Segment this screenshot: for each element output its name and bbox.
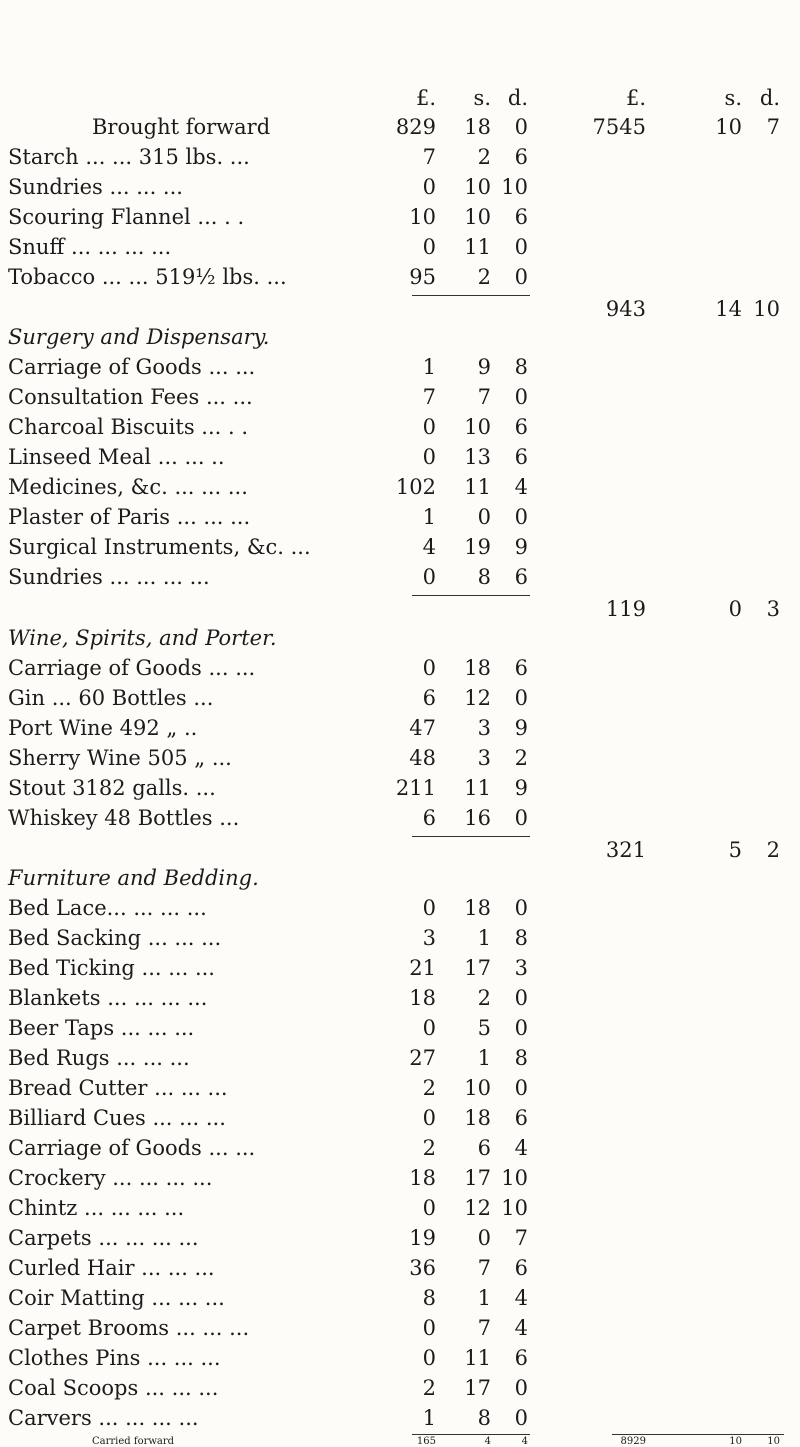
amount-pounds: 0	[422, 1196, 436, 1220]
ledger-item	[0, 1134, 800, 1162]
item-label: Clothes Pins ... ... ...	[8, 1346, 221, 1370]
amount-pence: 10	[501, 1166, 528, 1190]
amount-shillings: 3	[477, 716, 491, 740]
amount-pence: 0	[514, 235, 528, 259]
amount-pounds: 0	[422, 565, 436, 589]
amount-pence: 10	[501, 1196, 528, 1220]
item-label: Bed Sacking ... ... ...	[8, 926, 222, 950]
ledger-item	[0, 684, 800, 712]
item-label: Stout 3182 galls. ...	[8, 776, 216, 800]
ledger-item	[0, 894, 800, 922]
amount-shillings: 2	[477, 986, 491, 1010]
amount-pence: 4	[521, 1436, 528, 1447]
amount-pounds: 18	[409, 1166, 436, 1190]
item-label: Coal Scoops ... ... ...	[8, 1376, 219, 1400]
amount-pounds: 0	[422, 896, 436, 920]
carried-forward-row	[0, 1436, 800, 1447]
amount-pence: 0	[514, 115, 528, 139]
amount-pounds: 7	[422, 145, 436, 169]
amount-shillings: 8	[477, 1406, 491, 1430]
amount-pence: 6	[514, 1346, 528, 1370]
amount-pence: 6	[514, 1106, 528, 1130]
amount-pounds: 2	[422, 1376, 436, 1400]
carried-forward-total-rule	[612, 1434, 784, 1435]
total-shillings: 5	[728, 838, 742, 862]
item-label: Carriage of Goods ... ...	[8, 355, 256, 379]
amount-shillings: 18	[464, 656, 491, 680]
item-label: Chintz ... ... ... ...	[8, 1196, 185, 1220]
item-label: Snuff ... ... ... ...	[8, 235, 172, 259]
amount-shillings: 1	[477, 1046, 491, 1070]
section-heading-surgery	[0, 323, 800, 351]
item-label: Carriage of Goods ... ...	[8, 1136, 256, 1160]
total-pounds: 943	[605, 297, 646, 321]
amount-pence: 6	[514, 565, 528, 589]
amount-pence: 0	[514, 1016, 528, 1040]
amount-shillings: 17	[464, 956, 491, 980]
total-pounds: 119	[605, 597, 646, 621]
amount-pence: 0	[514, 1076, 528, 1100]
item-label: Blankets ... ... ... ...	[8, 986, 208, 1010]
ledger-item	[0, 774, 800, 802]
amount-shillings: 1	[477, 1286, 491, 1310]
ledger-item	[0, 924, 800, 952]
item-label: Sherry Wine 505 „ ...	[8, 746, 232, 770]
amount-pounds: 1	[422, 355, 436, 379]
amount-pounds: 829	[395, 115, 436, 139]
ledger-item-starch	[0, 143, 800, 171]
amount-shillings: 13	[464, 445, 491, 469]
amount-pence: 2	[514, 746, 528, 770]
amount-pounds: 21	[409, 956, 436, 980]
amount-pence: 3	[514, 956, 528, 980]
amount-pence: 6	[514, 145, 528, 169]
amount-pounds: 0	[422, 175, 436, 199]
amount-shillings: 2	[477, 265, 491, 289]
amount-pounds: 0	[422, 415, 436, 439]
ledger-item	[0, 1014, 800, 1042]
amount-pounds: 0	[422, 656, 436, 680]
amount-pence: 8	[514, 355, 528, 379]
amount-pence: 8	[514, 926, 528, 950]
amount-shillings: 10	[464, 415, 491, 439]
ledger-item	[0, 1044, 800, 1072]
amount-shillings: 12	[464, 686, 491, 710]
ledger-item	[0, 1194, 800, 1222]
amount-pounds: 0	[422, 1316, 436, 1340]
amount-pounds: 0	[422, 445, 436, 469]
ledger-item	[0, 714, 800, 742]
ledger-item	[0, 1404, 800, 1432]
amount-shillings: 10	[464, 1076, 491, 1100]
total-pounds-header: £.	[625, 86, 646, 110]
amount-shillings: 4	[484, 1436, 491, 1447]
group-total-row	[0, 836, 800, 864]
item-label: Coir Matting ... ... ...	[8, 1286, 225, 1310]
amount-pence: 6	[514, 656, 528, 680]
amount-pounds: 48	[409, 746, 436, 770]
amount-pence: 8	[514, 1046, 528, 1070]
amount-shillings: 7	[477, 385, 491, 409]
ledger-item-tobacco	[0, 263, 800, 291]
brought-forward-label: Brought forward	[92, 115, 271, 139]
amount-pounds: 0	[422, 235, 436, 259]
amount-pence: 4	[514, 475, 528, 499]
amount-shillings: 6	[477, 1136, 491, 1160]
currency-header-row	[0, 84, 800, 112]
amount-shillings: 11	[464, 235, 491, 259]
total-pence: 10	[753, 297, 780, 321]
item-label: Linseed Meal ... ... ..	[8, 445, 225, 469]
ledger-item	[0, 383, 800, 411]
item-label: Crockery ... ... ... ...	[8, 1166, 213, 1190]
amount-pounds: 102	[395, 475, 436, 499]
ledger-item	[0, 1164, 800, 1192]
ledger-item-sundries	[0, 173, 800, 201]
item-label: Gin ... 60 Bottles ...	[8, 686, 214, 710]
item-label: Port Wine 492 „ ..	[8, 716, 198, 740]
section-heading-wine	[0, 624, 800, 652]
total-pence: 7	[766, 115, 780, 139]
item-label: Curled Hair ... ... ...	[8, 1256, 215, 1280]
carried-forward-label: Carried forward	[92, 1436, 175, 1447]
amount-pounds: 36	[409, 1256, 436, 1280]
total-pence: 10	[767, 1436, 780, 1447]
item-label: Carvers ... ... ... ...	[8, 1406, 199, 1430]
group-total-row	[0, 595, 800, 623]
item-label: Medicines, &c. ... ... ...	[8, 475, 248, 499]
ledger-item	[0, 1254, 800, 1282]
amount-shillings: 3	[477, 746, 491, 770]
amount-pounds: 1	[422, 505, 436, 529]
amount-shillings: 18	[464, 1106, 491, 1130]
amount-shillings: 8	[477, 565, 491, 589]
amount-pounds: 6	[422, 806, 436, 830]
ledger-item-scouring-flannel	[0, 203, 800, 231]
amount-shillings: 9	[477, 355, 491, 379]
section-heading: Surgery and Dispensary.	[8, 325, 270, 349]
ledger-item	[0, 744, 800, 772]
item-label: Carriage of Goods ... ...	[8, 656, 256, 680]
item-label: Plaster of Paris ... ... ...	[8, 505, 251, 529]
amount-shillings: 11	[464, 1346, 491, 1370]
item-label: Scouring Flannel ... . .	[8, 205, 245, 229]
amount-pounds: 211	[395, 776, 436, 800]
pounds-header: £.	[415, 86, 436, 110]
total-shillings: 0	[728, 597, 742, 621]
amount-pence: 4	[514, 1136, 528, 1160]
amount-shillings: 17	[464, 1166, 491, 1190]
item-label: Bed Lace... ... ... ...	[8, 896, 207, 920]
ledger-item	[0, 563, 800, 591]
item-label: Tobacco ... ... 519½ lbs. ...	[8, 265, 287, 289]
ledger-item	[0, 473, 800, 501]
amount-pounds: 18	[409, 986, 436, 1010]
total-shillings: 10	[715, 115, 742, 139]
amount-shillings: 11	[464, 776, 491, 800]
section-heading: Furniture and Bedding.	[8, 866, 259, 890]
ledger-item	[0, 1224, 800, 1252]
amount-pence: 6	[514, 205, 528, 229]
amount-pence: 10	[501, 175, 528, 199]
amount-pounds: 19	[409, 1226, 436, 1250]
ledger-item	[0, 984, 800, 1012]
ledger-item	[0, 804, 800, 832]
amount-shillings: 5	[477, 1016, 491, 1040]
carried-forward-rule	[412, 1434, 530, 1435]
ledger-item	[0, 1104, 800, 1132]
amount-shillings: 10	[464, 175, 491, 199]
item-label: Charcoal Biscuits ... . .	[8, 415, 249, 439]
amount-pence: 0	[514, 686, 528, 710]
ledger-item	[0, 1284, 800, 1312]
item-label: Billiard Cues ... ... ...	[8, 1106, 226, 1130]
ledger-item	[0, 413, 800, 441]
amount-pence: 9	[514, 716, 528, 740]
amount-shillings: 16	[464, 806, 491, 830]
shillings-header: s.	[473, 86, 491, 110]
amount-shillings: 10	[464, 205, 491, 229]
item-label: Beer Taps ... ... ...	[8, 1016, 195, 1040]
section-heading-furniture	[0, 864, 800, 892]
item-label: Consultation Fees ... ...	[8, 385, 253, 409]
brought-forward-row	[0, 113, 800, 141]
amount-pounds: 0	[422, 1016, 436, 1040]
amount-shillings: 18	[464, 896, 491, 920]
total-shillings: 14	[715, 297, 742, 321]
amount-pounds: 47	[409, 716, 436, 740]
ledger-item	[0, 1374, 800, 1402]
ledger-item	[0, 654, 800, 682]
total-shillings-header: s.	[724, 86, 742, 110]
item-label: Carpets ... ... ... ...	[8, 1226, 199, 1250]
group-total-row	[0, 295, 800, 323]
amount-pounds: 2	[422, 1136, 436, 1160]
item-label: Surgical Instruments, &c. ...	[8, 535, 311, 559]
amount-pence: 0	[514, 505, 528, 529]
total-shillings: 10	[729, 1436, 742, 1447]
amount-pence: 4	[514, 1316, 528, 1340]
amount-shillings: 7	[477, 1256, 491, 1280]
amount-pounds: 0	[422, 1346, 436, 1370]
amount-pounds: 95	[409, 265, 436, 289]
ledger-item	[0, 503, 800, 531]
amount-pence: 6	[514, 1256, 528, 1280]
amount-pounds: 0	[422, 1106, 436, 1130]
item-label: Carpet Brooms ... ... ...	[8, 1316, 250, 1340]
amount-pence: 9	[514, 535, 528, 559]
amount-pence: 6	[514, 415, 528, 439]
amount-pence: 7	[514, 1226, 528, 1250]
amount-pounds: 10	[409, 205, 436, 229]
item-label: Bread Cutter ... ... ...	[8, 1076, 228, 1100]
total-pounds: 7545	[592, 115, 646, 139]
amount-pence: 0	[514, 896, 528, 920]
ledger-item	[0, 1314, 800, 1342]
amount-pounds: 7	[422, 385, 436, 409]
item-label: Whiskey 48 Bottles ...	[8, 806, 240, 830]
amount-pounds: 6	[422, 686, 436, 710]
total-pounds: 321	[605, 838, 646, 862]
amount-shillings: 17	[464, 1376, 491, 1400]
section-heading: Wine, Spirits, and Porter.	[8, 626, 277, 650]
total-pence: 2	[766, 838, 780, 862]
ledger-item	[0, 443, 800, 471]
ledger-item	[0, 1344, 800, 1372]
amount-pence: 9	[514, 776, 528, 800]
amount-pounds: 8	[422, 1286, 436, 1310]
amount-pounds: 27	[409, 1046, 436, 1070]
amount-pence: 6	[514, 445, 528, 469]
amount-shillings: 0	[477, 505, 491, 529]
item-label: Bed Ticking ... ... ...	[8, 956, 215, 980]
amount-pounds: 165	[416, 1436, 436, 1447]
amount-shillings: 0	[477, 1226, 491, 1250]
item-label: Sundries ... ... ...	[8, 175, 183, 199]
amount-pence: 0	[514, 385, 528, 409]
amount-pence: 4	[514, 1286, 528, 1310]
ledger-item	[0, 533, 800, 561]
total-pence-header: d.	[759, 86, 780, 110]
total-pounds: 8929	[620, 1436, 646, 1447]
amount-pence: 0	[514, 1376, 528, 1400]
amount-pence: 0	[514, 1406, 528, 1430]
item-label: Sundries ... ... ... ...	[8, 565, 210, 589]
item-label: Bed Rugs ... ... ...	[8, 1046, 190, 1070]
amount-pounds: 4	[422, 535, 436, 559]
amount-pence: 0	[514, 265, 528, 289]
amount-shillings: 11	[464, 475, 491, 499]
ledger-item	[0, 1074, 800, 1102]
item-label: Starch ... ... 315 lbs. ...	[8, 145, 250, 169]
amount-pounds: 3	[422, 926, 436, 950]
amount-shillings: 2	[477, 145, 491, 169]
amount-shillings: 7	[477, 1316, 491, 1340]
amount-pounds: 1	[422, 1406, 436, 1430]
ledger-item-snuff	[0, 233, 800, 261]
amount-pence: 0	[514, 986, 528, 1010]
ledger-item	[0, 954, 800, 982]
amount-shillings: 19	[464, 535, 491, 559]
amount-shillings: 1	[477, 926, 491, 950]
total-pence: 3	[766, 597, 780, 621]
amount-shillings: 18	[464, 115, 491, 139]
amount-shillings: 12	[464, 1196, 491, 1220]
amount-pence: 0	[514, 806, 528, 830]
amount-pounds: 2	[422, 1076, 436, 1100]
pence-header: d.	[507, 86, 528, 110]
ledger-item	[0, 353, 800, 381]
